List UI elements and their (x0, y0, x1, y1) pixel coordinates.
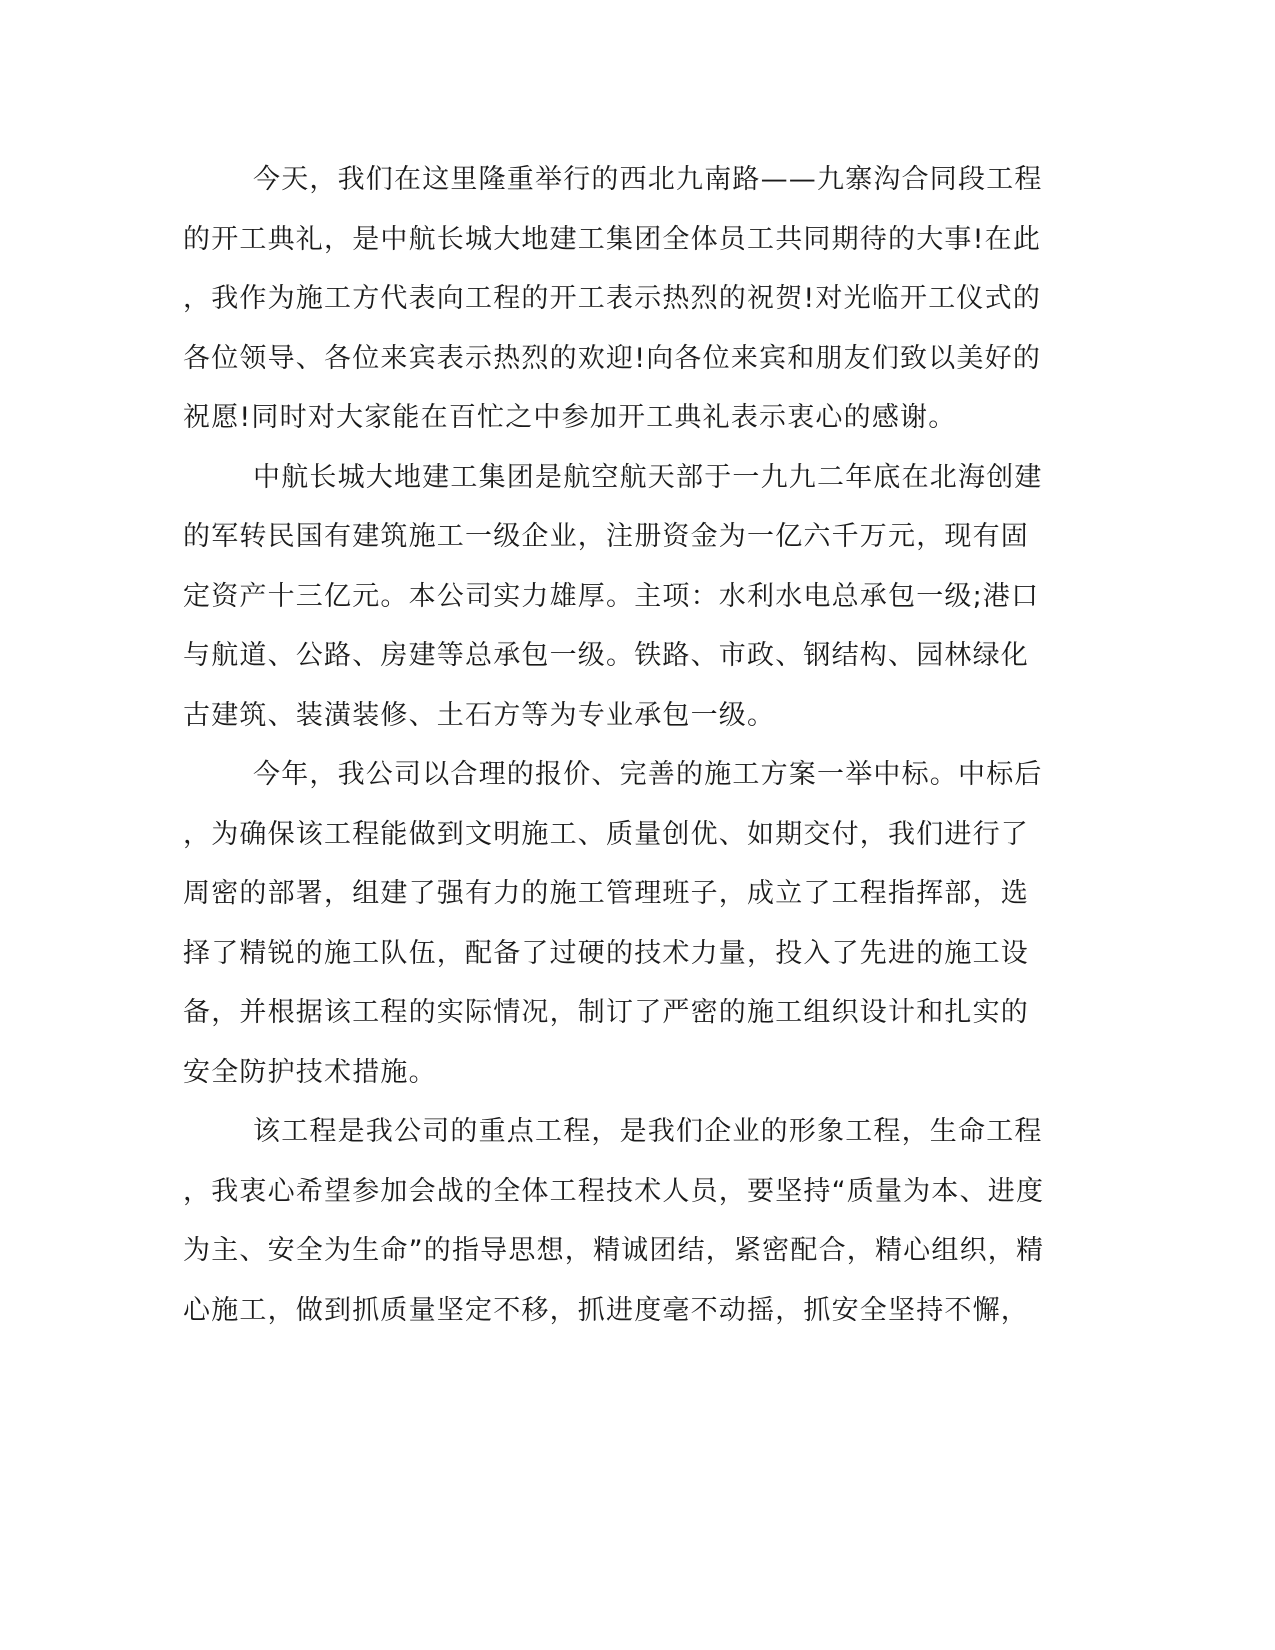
paragraph-line: 的开工典礼，是中航长城大地建工集团全体员工共同期待的大事!在此 (183, 223, 1042, 255)
paragraph-line: 与航道、公路、房建等总承包一级。铁路、市政、钢结构、园林绿化 (183, 640, 1029, 671)
paragraph-line: 今天，我们在这里隆重举行的西北九南路——九寨沟合同段工程 (253, 164, 1043, 195)
paragraph-line: ，我衷心希望参加会战的全体工程技术人员，要坚持“质量为本、进度 (183, 1175, 1045, 1207)
paragraph-line: 各位领导、各位来宾表示热烈的欢迎!向各位来宾和朋友们致以美好的 (183, 342, 1042, 374)
paragraph-line: 周密的部署，组建了强有力的施工管理班子，成立了工程指挥部，选 (183, 878, 1029, 909)
paragraph-line: 定资产十三亿元。本公司实力雄厚。主项：水利水电总承包一级;港口 (183, 580, 1040, 612)
paragraph (183, 150, 1063, 448)
document-body (183, 150, 1063, 1340)
paragraph (183, 448, 1063, 746)
paragraph-line: 为主、安全为生命”的指导思想，精诚团结，紧密配合，精心组织，精 (183, 1235, 1045, 1266)
paragraph-line: 祝愿!同时对大家能在百忙之中参加开工典礼表示衷心的感谢。 (183, 402, 957, 433)
paragraph-line: 安全防护技术措施。 (183, 1056, 437, 1088)
paragraph-line: ，为确保该工程能做到文明施工、质量创优、如期交付，我们进行了 (183, 818, 1029, 850)
paragraph (183, 1102, 1063, 1340)
paragraph-line: 古建筑、装潢装修、土石方等为专业承包一级。 (183, 699, 776, 731)
paragraph-line: 备，并根据该工程的实际情况，制订了严密的施工组织设计和扎实的 (183, 997, 1029, 1028)
paragraph-line: 该工程是我公司的重点工程，是我们企业的形象工程，生命工程 (253, 1116, 1043, 1147)
paragraph-line: 今年，我公司以合理的报价、完善的施工方案一举中标。中标后 (253, 759, 1043, 790)
paragraph-line: 择了精锐的施工队伍，配备了过硬的技术力量，投入了先进的施工设 (183, 937, 1029, 969)
paragraph-line: 的军转民国有建筑施工一级企业，注册资金为一亿六千万元，现有固 (183, 521, 1029, 552)
paragraph-line: 心施工，做到抓质量坚定不移，抓进度毫不动摇，抓安全坚持不懈， (183, 1294, 1029, 1326)
paragraph-line: ，我作为施工方代表向工程的开工表示热烈的祝贺!对光临开工仪式的 (183, 283, 1042, 314)
paragraph (183, 745, 1063, 1102)
paragraph-line: 中航长城大地建工集团是航空航天部于一九九二年底在北海创建 (253, 461, 1043, 493)
